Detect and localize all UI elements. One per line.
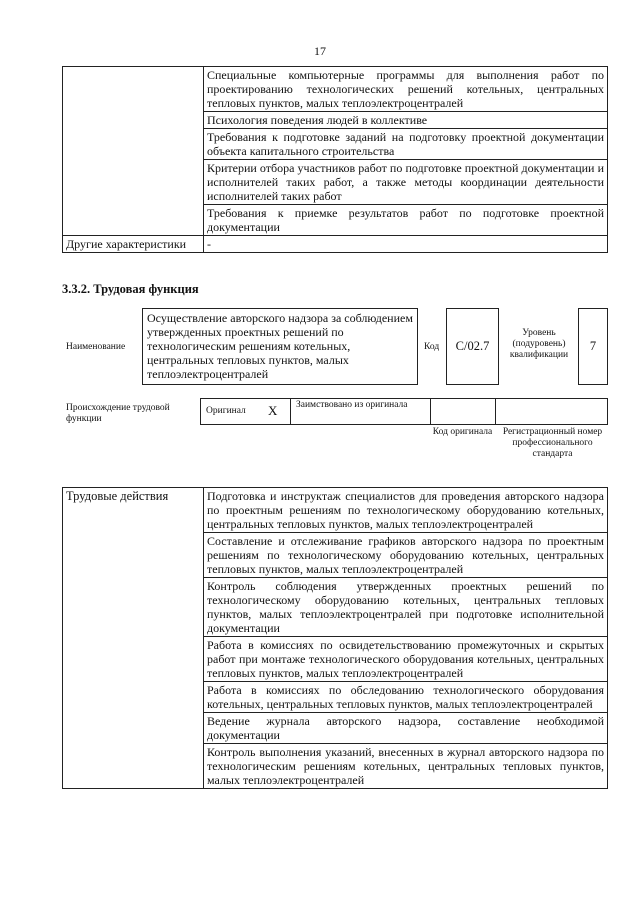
section-heading: 3.3.2. Трудовая функция (62, 282, 199, 296)
reg-number-label: Регистрационный номер профессионального стандарта (502, 427, 603, 459)
labor-actions-label: Трудовые действия (63, 488, 204, 789)
table-cell: Требования к подготовке заданий на подготовку проектной документации объекта капитального строительства (204, 129, 608, 160)
table-cell: Специальные компьютерные программы для выполнения работ по проектированию технологических решений котельных, центральных тепловых пунктов, малых теплоэлектроцентралей (204, 67, 608, 112)
other-characteristics-value: - (204, 236, 608, 253)
table-row (63, 488, 608, 533)
original-mark: X (268, 403, 278, 418)
table-cell: Контроль соблюдения утвержденных проектных решений по технологическому оборудованию котельных, центральных тепловых пунктов, малых теплоэлектроцентралей при подготовке исполнительной документации (204, 578, 608, 637)
origin-divider (430, 398, 431, 425)
table-cell: Составление и отслеживание графиков авторского надзора по проектным решениям по технологическому оборудованию котельных, центральных тепловых пунктов, малых теплоэлектроцентралей (204, 533, 608, 578)
level-value: 7 (589, 339, 597, 353)
other-characteristics-label: Другие характеристики (63, 236, 204, 253)
borrowed-label: Заимствовано из оригинала (296, 400, 408, 410)
code-box (446, 308, 499, 385)
page-number: 17 (314, 44, 326, 58)
knowledge-table (62, 66, 608, 253)
code-value: C/02.7 (455, 339, 490, 353)
name-label: Наименование (66, 342, 126, 352)
original-label: Оригинал (206, 406, 246, 416)
origin-divider (290, 398, 291, 425)
table-cell: Работа в комиссиях по освидетельствованию промежуточных и скрытых работ при монтаже технологического оборудования котельных, центральных тепловых пунктов, малых теплоэлектроцентралей (204, 637, 608, 682)
origin-label: Происхождение трудовой функции (66, 403, 170, 424)
table-cell: Ведение журнала авторского надзора, составление необходимой документации (204, 713, 608, 744)
function-name-box (142, 308, 418, 385)
table-cell: Контроль выполнения указаний, внесенных в журнал авторского надзора по технологическим решениям котельных, центральных тепловых пунктов, малых теплоэлектроцентралей (204, 744, 608, 789)
origin-divider (495, 398, 496, 425)
labor-actions-table (62, 487, 608, 789)
table-cell-empty (63, 67, 204, 236)
table-cell: Подготовка и инструктаж специалистов для проведения авторского надзора по проектным решениям по технологическому оборудованию котельных, центральных тепловых пунктов, малых теплоэлектроцентралей (204, 488, 608, 533)
level-box (578, 308, 608, 385)
table-cell: Требования к приемке результатов работ по подготовке проектной документации (204, 205, 608, 236)
table-cell: Критерии отбора участников работ по подготовке проектной документации и исполнителей таких работ, а также методы координации деятельности исполнителей таких работ (204, 160, 608, 205)
function-name-value: Осуществление авторского надзора за соблюдением утвержденных проектных решений по технологическим решениям котельных, центральных тепловых пунктов, малых теплоэлектроцентралей (147, 311, 413, 381)
table-cell: Психология поведения людей в коллективе (204, 112, 608, 129)
code-original-label: Код оригинала (432, 427, 493, 437)
code-label: Код (424, 342, 440, 352)
table-row (63, 236, 608, 253)
table-cell: Работа в комиссиях по обследованию технологического оборудования котельных, центральных тепловых пунктов, малых теплоэлектроцентралей (204, 682, 608, 713)
level-label: Уровень (подуровень) квалификации (509, 328, 569, 360)
table-row (63, 67, 608, 112)
